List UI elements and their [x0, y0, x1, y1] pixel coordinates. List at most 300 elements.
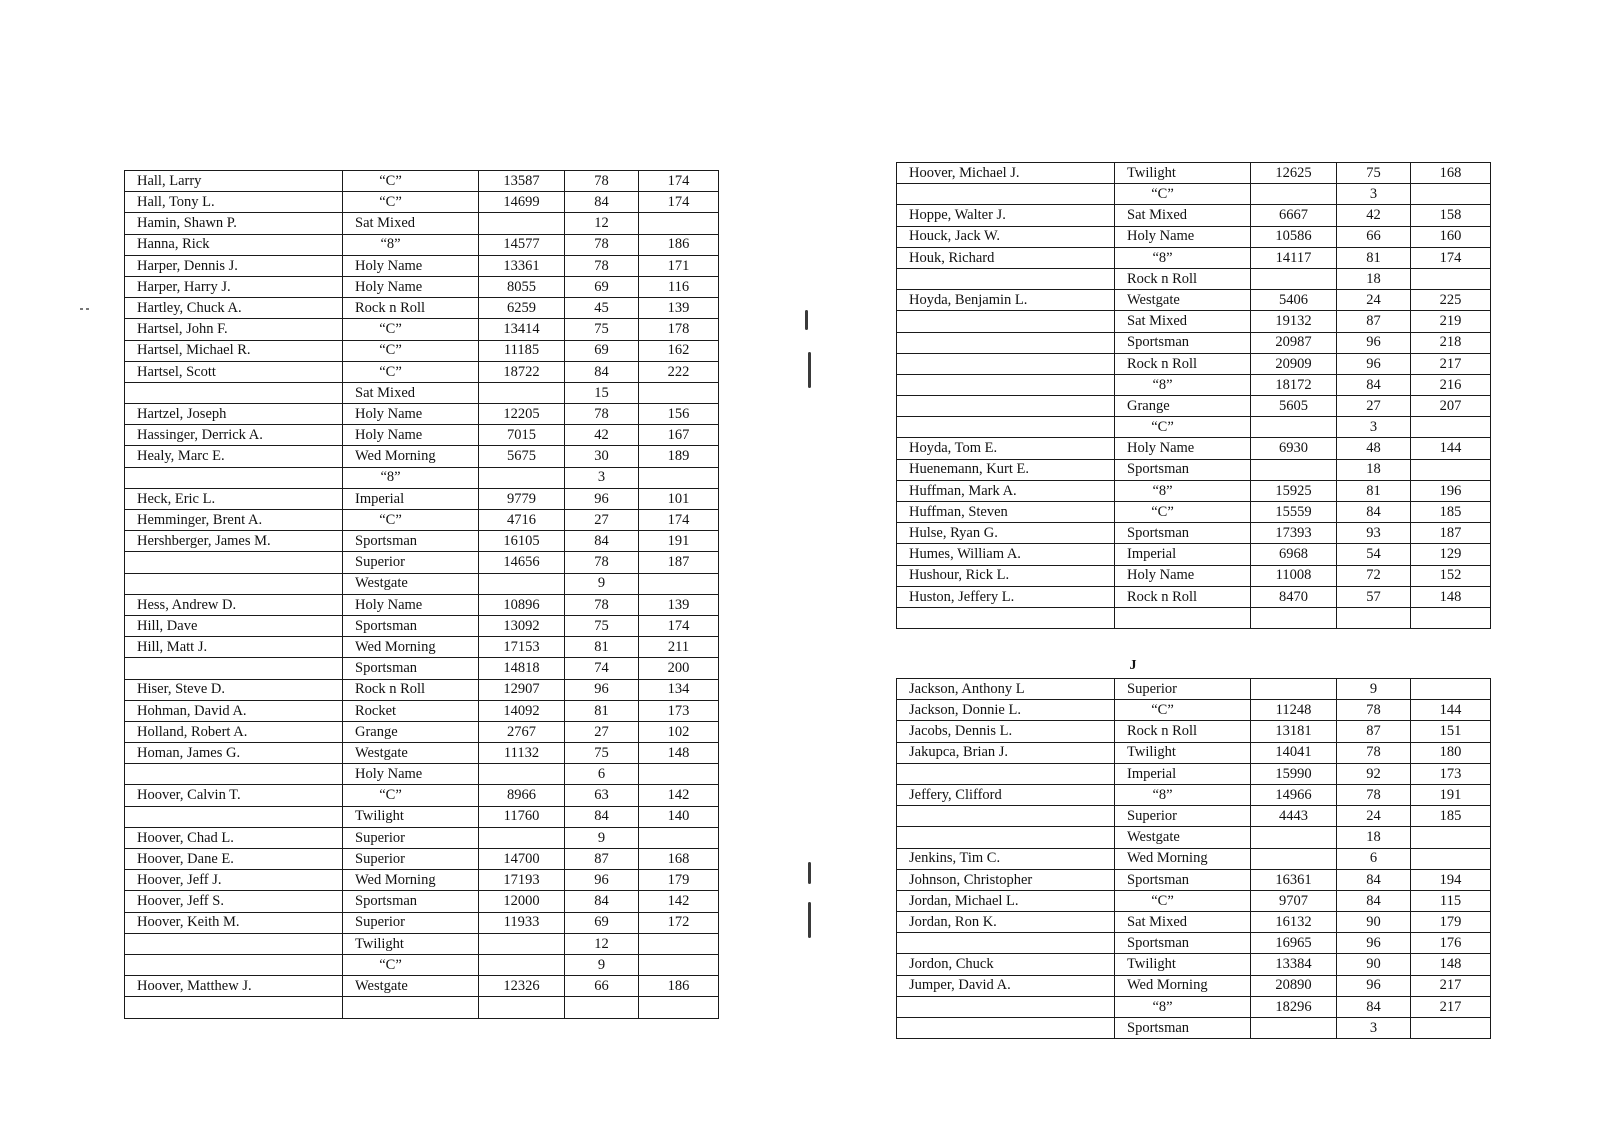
table-row: [897, 721, 1491, 742]
league-name-cell: Holy Name: [343, 764, 479, 785]
total-pins-cell: 2767: [479, 721, 565, 742]
games-bowled-cell: 69: [565, 912, 639, 933]
table-row: [897, 226, 1491, 247]
average-cell: 191: [639, 531, 719, 552]
bowler-name-cell: Huffman, Steven: [897, 502, 1115, 523]
league-name-cell: “8”: [343, 234, 479, 255]
bowler-name-cell: [897, 311, 1115, 332]
bowler-name-cell: Hall, Tony L.: [125, 192, 343, 213]
games-bowled-cell: 66: [565, 976, 639, 997]
total-pins-cell: 11248: [1251, 700, 1337, 721]
games-bowled-cell: 9: [565, 954, 639, 975]
total-pins-cell: [1251, 459, 1337, 480]
bowler-name-cell: Hanna, Rick: [125, 234, 343, 255]
average-cell: 139: [639, 594, 719, 615]
table-row: [125, 488, 719, 509]
games-bowled-cell: 15: [565, 382, 639, 403]
bowler-name-cell: Hoover, Michael J.: [897, 163, 1115, 184]
average-cell: 207: [1411, 396, 1491, 417]
league-name-cell: Sportsman: [1115, 1018, 1251, 1039]
bowler-name-cell: Jackson, Anthony L: [897, 679, 1115, 700]
games-bowled-cell: 9: [1337, 679, 1411, 700]
league-name-cell: Superior: [343, 552, 479, 573]
league-name-cell: “C”: [1115, 184, 1251, 205]
bowler-name-cell: [897, 1018, 1115, 1039]
bowler-name-cell: Hoover, Dane E.: [125, 849, 343, 870]
average-cell: 152: [1411, 565, 1491, 586]
average-cell: 172: [639, 912, 719, 933]
bowler-name-cell: Hall, Larry: [125, 171, 343, 192]
table-row: [897, 247, 1491, 268]
bowler-name-cell: Holland, Robert A.: [125, 721, 343, 742]
league-name-cell: “C”: [1115, 502, 1251, 523]
bowler-name-cell: [125, 467, 343, 488]
table-row: [897, 459, 1491, 480]
table-row: [897, 163, 1491, 184]
table-row: [125, 213, 719, 234]
league-name-cell: Imperial: [1115, 544, 1251, 565]
average-cell: 156: [639, 404, 719, 425]
bowler-name-cell: [125, 382, 343, 403]
league-name-cell: “8”: [1115, 996, 1251, 1017]
league-name-cell: Rock n Roll: [1115, 721, 1251, 742]
table-row: [897, 438, 1491, 459]
games-bowled-cell: 57: [1337, 586, 1411, 607]
total-pins-cell: 7015: [479, 425, 565, 446]
games-bowled-cell: 84: [565, 806, 639, 827]
table-row: [897, 480, 1491, 501]
average-cell: [1411, 184, 1491, 205]
average-cell: [1411, 459, 1491, 480]
bowler-name-cell: [125, 806, 343, 827]
average-cell: [639, 382, 719, 403]
league-name-cell: Grange: [1115, 396, 1251, 417]
games-bowled-cell: 9: [565, 827, 639, 848]
games-bowled-cell: 74: [565, 658, 639, 679]
average-cell: [639, 467, 719, 488]
bowler-name-cell: Hess, Andrew D.: [125, 594, 343, 615]
games-bowled-cell: 78: [565, 234, 639, 255]
table-row: [897, 806, 1491, 827]
total-pins-cell: 8470: [1251, 586, 1337, 607]
average-cell: 148: [1411, 954, 1491, 975]
league-name-cell: “8”: [1115, 247, 1251, 268]
league-name-cell: Twilight: [1115, 954, 1251, 975]
average-cell: [639, 764, 719, 785]
table-row: [897, 544, 1491, 565]
average-cell: [1411, 1018, 1491, 1039]
total-pins-cell: 14966: [1251, 784, 1337, 805]
average-cell: 218: [1411, 332, 1491, 353]
league-name-cell: Sat Mixed: [343, 382, 479, 403]
league-name-cell: “8”: [1115, 480, 1251, 501]
table-row: [125, 510, 719, 531]
average-cell: 179: [1411, 912, 1491, 933]
league-name-cell: Westgate: [1115, 290, 1251, 311]
total-pins-cell: 18296: [1251, 996, 1337, 1017]
average-cell: 160: [1411, 226, 1491, 247]
games-bowled-cell: 96: [565, 679, 639, 700]
league-name-cell: “C”: [1115, 417, 1251, 438]
games-bowled-cell: 69: [565, 276, 639, 297]
games-bowled-cell: 72: [1337, 565, 1411, 586]
league-name-cell: [343, 997, 479, 1018]
league-name-cell: Twilight: [343, 933, 479, 954]
bowler-name-cell: [897, 332, 1115, 353]
average-cell: 139: [639, 298, 719, 319]
bowler-name-cell: [897, 806, 1115, 827]
average-cell: 191: [1411, 784, 1491, 805]
bowler-name-cell: [897, 763, 1115, 784]
average-cell: 101: [639, 488, 719, 509]
games-bowled-cell: 84: [1337, 869, 1411, 890]
games-bowled-cell: 24: [1337, 806, 1411, 827]
table-row: [897, 565, 1491, 586]
games-bowled-cell: 48: [1337, 438, 1411, 459]
average-cell: 217: [1411, 996, 1491, 1017]
average-cell: 174: [639, 615, 719, 636]
average-cell: 142: [639, 785, 719, 806]
table-row: [125, 594, 719, 615]
games-bowled-cell: 90: [1337, 912, 1411, 933]
total-pins-cell: 11132: [479, 743, 565, 764]
total-pins-cell: [479, 573, 565, 594]
total-pins-cell: 17193: [479, 870, 565, 891]
league-name-cell: Superior: [343, 827, 479, 848]
table-row: [897, 268, 1491, 289]
average-cell: 173: [1411, 763, 1491, 784]
league-name-cell: “C”: [1115, 700, 1251, 721]
section-letter-heading: J: [1129, 658, 1137, 673]
total-pins-cell: 14699: [479, 192, 565, 213]
league-name-cell: Superior: [343, 849, 479, 870]
total-pins-cell: 11933: [479, 912, 565, 933]
total-pins-cell: 14700: [479, 849, 565, 870]
league-name-cell: Holy Name: [343, 404, 479, 425]
table-row: [897, 311, 1491, 332]
total-pins-cell: 16132: [1251, 912, 1337, 933]
average-cell: [639, 213, 719, 234]
total-pins-cell: 14818: [479, 658, 565, 679]
table-row: [125, 764, 719, 785]
total-pins-cell: 5605: [1251, 396, 1337, 417]
games-bowled-cell: [565, 997, 639, 1018]
average-cell: 185: [1411, 502, 1491, 523]
total-pins-cell: 14092: [479, 700, 565, 721]
games-bowled-cell: 87: [1337, 721, 1411, 742]
games-bowled-cell: 18: [1337, 268, 1411, 289]
table-row: [897, 353, 1491, 374]
table-row: [897, 332, 1491, 353]
average-cell: 144: [1411, 700, 1491, 721]
games-bowled-cell: 9: [565, 573, 639, 594]
average-cell: [1411, 827, 1491, 848]
total-pins-cell: 18722: [479, 361, 565, 382]
league-name-cell: “C”: [343, 954, 479, 975]
league-name-cell: Rock n Roll: [343, 298, 479, 319]
bowler-name-cell: [897, 417, 1115, 438]
games-bowled-cell: 42: [565, 425, 639, 446]
table-row: [125, 806, 719, 827]
total-pins-cell: [1251, 1018, 1337, 1039]
bowler-name-cell: Jordan, Ron K.: [897, 912, 1115, 933]
average-cell: 162: [639, 340, 719, 361]
games-bowled-cell: 27: [1337, 396, 1411, 417]
average-cell: 200: [639, 658, 719, 679]
league-name-cell: Holy Name: [343, 425, 479, 446]
average-cell: 167: [639, 425, 719, 446]
average-cell: 179: [639, 870, 719, 891]
bowler-name-cell: Huenemann, Kurt E.: [897, 459, 1115, 480]
games-bowled-cell: 78: [1337, 700, 1411, 721]
table-row: [125, 171, 719, 192]
games-bowled-cell: 78: [565, 594, 639, 615]
league-name-cell: Superior: [1115, 806, 1251, 827]
average-cell: 222: [639, 361, 719, 382]
league-name-cell: Holy Name: [1115, 565, 1251, 586]
average-cell: 129: [1411, 544, 1491, 565]
average-cell: 115: [1411, 890, 1491, 911]
games-bowled-cell: 75: [565, 615, 639, 636]
bowler-name-cell: Huston, Jeffery L.: [897, 586, 1115, 607]
games-bowled-cell: 81: [565, 637, 639, 658]
table-row: [125, 891, 719, 912]
total-pins-cell: 18172: [1251, 374, 1337, 395]
games-bowled-cell: 84: [1337, 374, 1411, 395]
table-row: [125, 531, 719, 552]
bowler-name-cell: Huffman, Mark A.: [897, 480, 1115, 501]
total-pins-cell: [1251, 679, 1337, 700]
total-pins-cell: 15990: [1251, 763, 1337, 784]
bowler-name-cell: [897, 184, 1115, 205]
table-row: [125, 255, 719, 276]
games-bowled-cell: 3: [1337, 184, 1411, 205]
league-name-cell: Sportsman: [343, 531, 479, 552]
league-name-cell: Sportsman: [1115, 933, 1251, 954]
league-name-cell: “8”: [1115, 374, 1251, 395]
games-bowled-cell: 92: [1337, 763, 1411, 784]
games-bowled-cell: 24: [1337, 290, 1411, 311]
league-name-cell: Sportsman: [1115, 332, 1251, 353]
games-bowled-cell: 78: [565, 404, 639, 425]
total-pins-cell: 11760: [479, 806, 565, 827]
average-cell: 194: [1411, 869, 1491, 890]
table-row: [897, 890, 1491, 911]
table-row: [125, 933, 719, 954]
games-bowled-cell: 42: [1337, 205, 1411, 226]
games-bowled-cell: 87: [565, 849, 639, 870]
games-bowled-cell: 3: [565, 467, 639, 488]
total-pins-cell: [479, 467, 565, 488]
games-bowled-cell: 96: [565, 488, 639, 509]
average-cell: 142: [639, 891, 719, 912]
bowler-name-cell: Jenkins, Tim C.: [897, 848, 1115, 869]
total-pins-cell: [479, 827, 565, 848]
league-name-cell: Twilight: [1115, 742, 1251, 763]
table-row: [125, 467, 719, 488]
league-name-cell: Sat Mixed: [1115, 205, 1251, 226]
average-cell: 171: [639, 255, 719, 276]
bowler-name-cell: Jacobs, Dennis L.: [897, 721, 1115, 742]
total-pins-cell: 14577: [479, 234, 565, 255]
table-row: [897, 523, 1491, 544]
games-bowled-cell: 12: [565, 213, 639, 234]
bowler-name-cell: Hoover, Keith M.: [125, 912, 343, 933]
average-cell: 211: [639, 637, 719, 658]
average-cell: [639, 997, 719, 1018]
total-pins-cell: 13361: [479, 255, 565, 276]
total-pins-cell: 12205: [479, 404, 565, 425]
total-pins-cell: 16105: [479, 531, 565, 552]
total-pins-cell: 20909: [1251, 353, 1337, 374]
games-bowled-cell: 27: [565, 721, 639, 742]
total-pins-cell: 12625: [1251, 163, 1337, 184]
average-cell: 225: [1411, 290, 1491, 311]
games-bowled-cell: 12: [565, 933, 639, 954]
table-row: [125, 382, 719, 403]
average-cell: 174: [639, 171, 719, 192]
games-bowled-cell: 84: [565, 891, 639, 912]
games-bowled-cell: 78: [565, 171, 639, 192]
bowler-name-cell: Hoyda, Benjamin L.: [897, 290, 1115, 311]
table-row: [897, 205, 1491, 226]
binding-mark: [808, 902, 811, 938]
table-row: [897, 996, 1491, 1017]
total-pins-cell: 16965: [1251, 933, 1337, 954]
games-bowled-cell: 75: [565, 743, 639, 764]
bowler-name-cell: Harper, Dennis J.: [125, 255, 343, 276]
total-pins-cell: 4716: [479, 510, 565, 531]
table-row: [125, 700, 719, 721]
table-row: [125, 743, 719, 764]
average-cell: [639, 573, 719, 594]
games-bowled-cell: 3: [1337, 417, 1411, 438]
bowler-name-cell: Jackson, Donnie L.: [897, 700, 1115, 721]
league-name-cell: Rock n Roll: [1115, 353, 1251, 374]
bowler-table-left: [124, 170, 719, 1019]
games-bowled-cell: 84: [1337, 890, 1411, 911]
total-pins-cell: 12000: [479, 891, 565, 912]
table-row: [897, 502, 1491, 523]
average-cell: [1411, 417, 1491, 438]
bowler-name-cell: Hamin, Shawn P.: [125, 213, 343, 234]
games-bowled-cell: 96: [565, 870, 639, 891]
total-pins-cell: [479, 933, 565, 954]
league-name-cell: “C”: [343, 361, 479, 382]
bowler-name-cell: [897, 607, 1115, 628]
table-row: [125, 573, 719, 594]
bowler-name-cell: [125, 933, 343, 954]
bowler-name-cell: Hill, Dave: [125, 615, 343, 636]
bowler-name-cell: Hartsel, John F.: [125, 319, 343, 340]
average-cell: [1411, 607, 1491, 628]
games-bowled-cell: 6: [1337, 848, 1411, 869]
bowler-name-cell: Heck, Eric L.: [125, 488, 343, 509]
bowler-name-cell: [125, 658, 343, 679]
average-cell: 173: [639, 700, 719, 721]
total-pins-cell: 4443: [1251, 806, 1337, 827]
total-pins-cell: 9707: [1251, 890, 1337, 911]
total-pins-cell: 11185: [479, 340, 565, 361]
average-cell: 148: [1411, 586, 1491, 607]
average-cell: 158: [1411, 205, 1491, 226]
total-pins-cell: 13181: [1251, 721, 1337, 742]
bowler-name-cell: Hill, Matt J.: [125, 637, 343, 658]
table-row: [897, 1018, 1491, 1039]
bowler-name-cell: Hoppe, Walter J.: [897, 205, 1115, 226]
total-pins-cell: [1251, 417, 1337, 438]
average-cell: 174: [1411, 247, 1491, 268]
league-name-cell: Sportsman: [343, 891, 479, 912]
bowler-name-cell: Hoover, Jeff S.: [125, 891, 343, 912]
scan-speck: [80, 308, 83, 310]
league-name-cell: Sportsman: [343, 658, 479, 679]
table-row: [125, 404, 719, 425]
table-row: [125, 658, 719, 679]
league-name-cell: Sportsman: [343, 615, 479, 636]
bowler-name-cell: [125, 573, 343, 594]
bowler-name-cell: Hershberger, James M.: [125, 531, 343, 552]
total-pins-cell: 19132: [1251, 311, 1337, 332]
bowler-name-cell: Jordon, Chuck: [897, 954, 1115, 975]
bowler-name-cell: Jordan, Michael L.: [897, 890, 1115, 911]
league-name-cell: “C”: [1115, 890, 1251, 911]
bowler-name-cell: Healy, Marc E.: [125, 446, 343, 467]
table-row: [897, 700, 1491, 721]
bowler-name-cell: [897, 996, 1115, 1017]
table-row: [897, 869, 1491, 890]
bowler-name-cell: Hohman, David A.: [125, 700, 343, 721]
binding-mark: [808, 862, 811, 884]
total-pins-cell: 12326: [479, 976, 565, 997]
total-pins-cell: 20890: [1251, 975, 1337, 996]
total-pins-cell: 6930: [1251, 438, 1337, 459]
league-name-cell: “C”: [343, 171, 479, 192]
league-name-cell: “8”: [1115, 784, 1251, 805]
league-name-cell: Holy Name: [343, 594, 479, 615]
games-bowled-cell: 63: [565, 785, 639, 806]
bowler-name-cell: Hoover, Matthew J.: [125, 976, 343, 997]
average-cell: [639, 933, 719, 954]
league-name-cell: Rock n Roll: [343, 679, 479, 700]
total-pins-cell: [479, 997, 565, 1018]
bowler-name-cell: Hoover, Chad L.: [125, 827, 343, 848]
league-name-cell: Westgate: [343, 976, 479, 997]
table-row: [125, 976, 719, 997]
average-cell: 217: [1411, 353, 1491, 374]
bowler-name-cell: Hushour, Rick L.: [897, 565, 1115, 586]
games-bowled-cell: 84: [1337, 996, 1411, 1017]
bowler-name-cell: [897, 268, 1115, 289]
league-name-cell: Twilight: [1115, 163, 1251, 184]
bowler-name-cell: Hoover, Jeff J.: [125, 870, 343, 891]
total-pins-cell: 13092: [479, 615, 565, 636]
scan-speck: [86, 308, 89, 310]
bowler-name-cell: Hulse, Ryan G.: [897, 523, 1115, 544]
league-name-cell: Rock n Roll: [1115, 268, 1251, 289]
games-bowled-cell: 66: [1337, 226, 1411, 247]
average-cell: [1411, 268, 1491, 289]
games-bowled-cell: [1337, 607, 1411, 628]
total-pins-cell: 8055: [479, 276, 565, 297]
games-bowled-cell: 30: [565, 446, 639, 467]
games-bowled-cell: 93: [1337, 523, 1411, 544]
table-row: [897, 933, 1491, 954]
league-name-cell: Holy Name: [343, 255, 479, 276]
games-bowled-cell: 3: [1337, 1018, 1411, 1039]
average-cell: 216: [1411, 374, 1491, 395]
total-pins-cell: 15925: [1251, 480, 1337, 501]
